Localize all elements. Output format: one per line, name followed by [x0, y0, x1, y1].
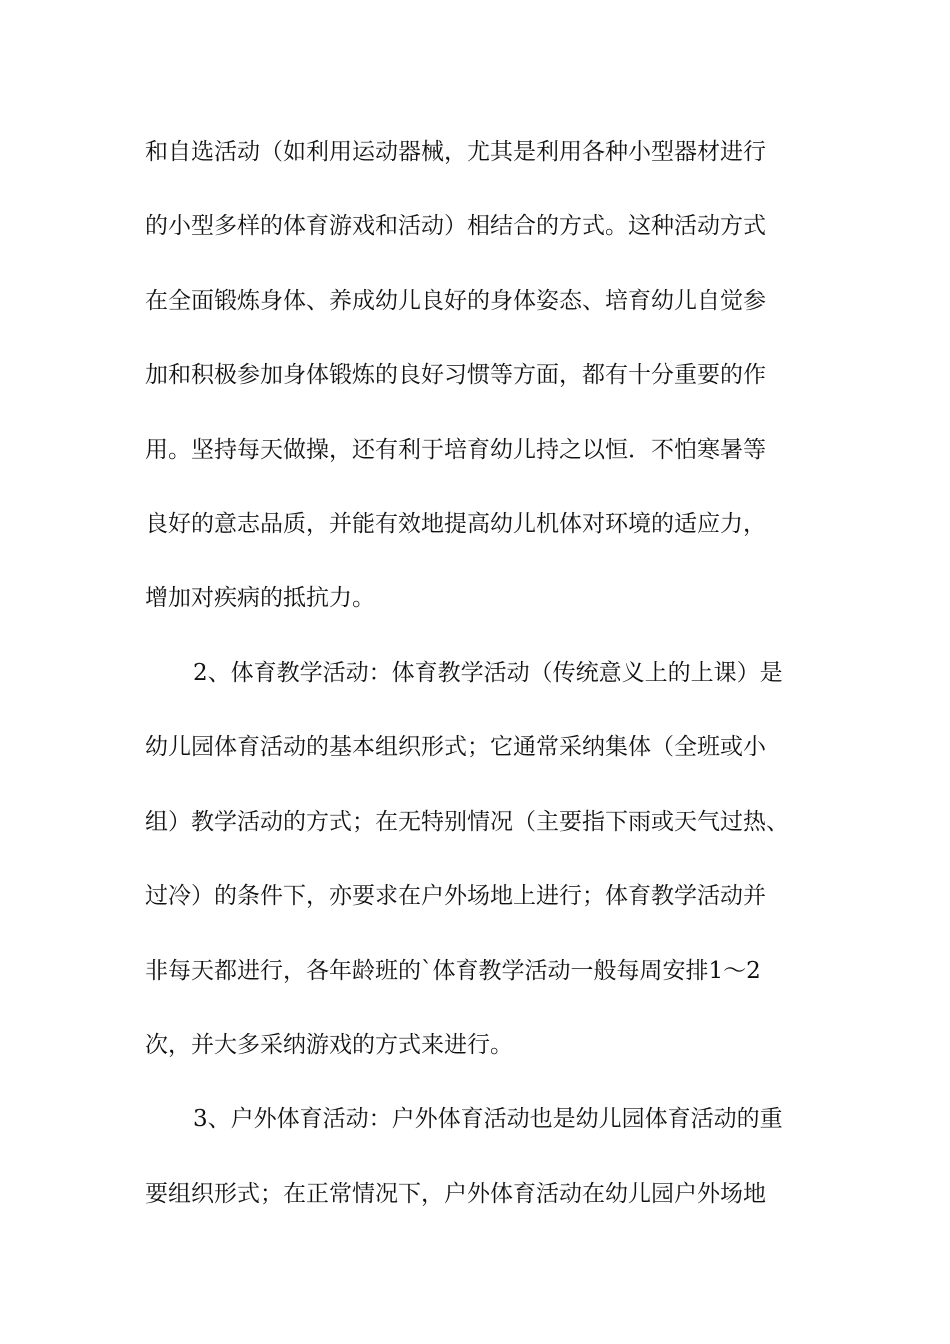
text-line: 在全面锻炼身体、养成幼儿良好的身体姿态、培育幼儿自觉参 — [145, 288, 766, 314]
text-line: 次，并大多采纳游戏的方式来进行。 — [145, 1032, 513, 1058]
text-line: 加和积极参加身体锻炼的良好习惯等方面，都有十分重要的作 — [145, 362, 766, 388]
paragraph-2-first-line: 2、体育教学活动：体育教学活动（传统意义上的上课）是 — [193, 660, 783, 686]
text-line: 用。坚持每天做操，还有利于培育幼儿持之以恒．不怕寒暑等 — [145, 437, 766, 463]
paragraph-3-first-line: 3、户外体育活动：户外体育活动也是幼儿园体育活动的重 — [193, 1106, 783, 1132]
text-line: 和自选活动（如利用运动器械，尤其是利用各种小型器材进行 — [145, 139, 766, 165]
text-line: 增加对疾病的抵抗力。 — [145, 585, 375, 611]
text-line: 良好的意志品质，并能有效地提高幼儿机体对环境的适应力， — [145, 511, 766, 537]
text-line: 非每天都进行，各年龄班的`体育教学活动一般每周安排1～2 — [145, 958, 761, 984]
text-line: 要组织形式；在正常情况下，户外体育活动在幼儿园户外场地 — [145, 1181, 766, 1207]
text-line: 过冷）的条件下，亦要求在户外场地上进行；体育教学活动并 — [145, 883, 766, 909]
text-line: 的小型多样的体育游戏和活动）相结合的方式。这种活动方式 — [145, 213, 766, 239]
text-line: 组）教学活动的方式；在无特别情况（主要指下雨或天气过热、 — [145, 809, 789, 835]
text-line: 幼儿园体育活动的基本组织形式；它通常采纳集体（全班或小 — [145, 734, 766, 760]
